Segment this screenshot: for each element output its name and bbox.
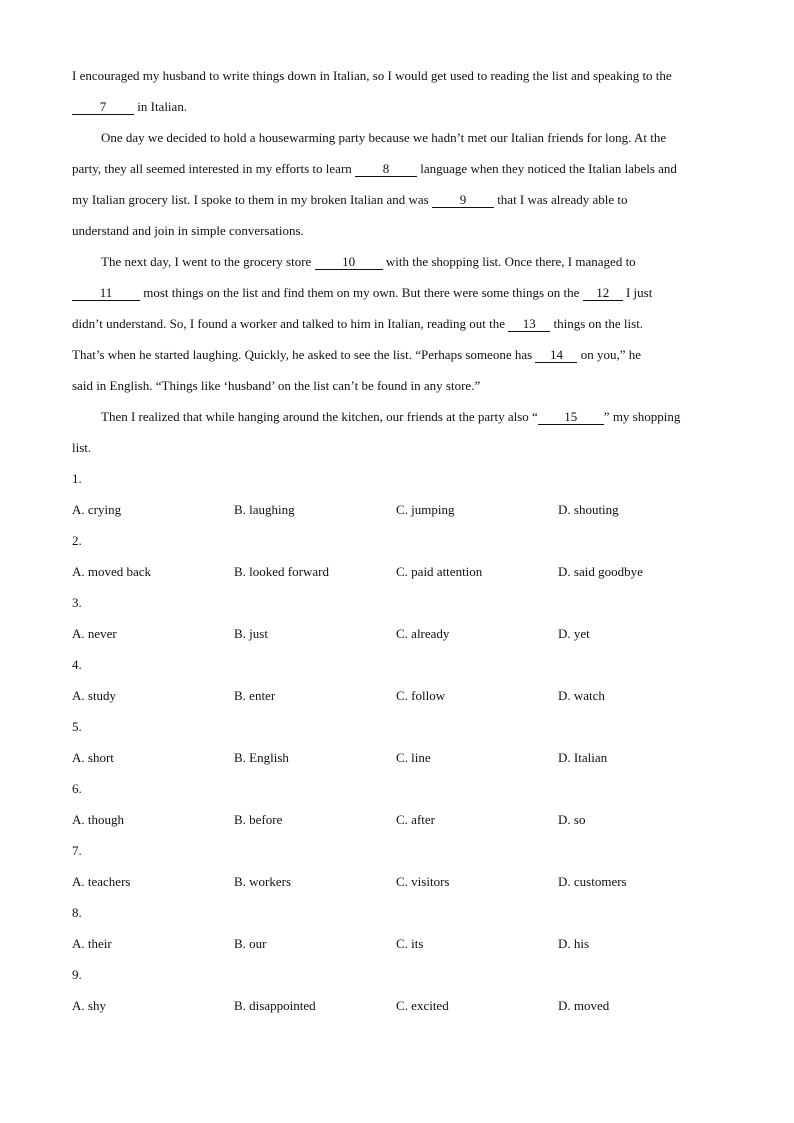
option-c[interactable]: C. after bbox=[396, 812, 435, 827]
blank-15: 15 bbox=[538, 410, 604, 425]
passage-text: One day we decided to hold a housewarming party because we hadn’t met our Italian friends for long. At the bbox=[101, 130, 667, 145]
question-item bbox=[72, 711, 724, 773]
blank-8: 8 bbox=[355, 162, 417, 177]
passage-text: that I was already able to bbox=[493, 192, 628, 207]
question-number: 4. bbox=[72, 657, 82, 672]
passage-line bbox=[72, 339, 724, 370]
blank-7: 7 bbox=[72, 100, 134, 115]
passage-text: in Italian. bbox=[134, 99, 188, 114]
question-number: 5. bbox=[72, 719, 82, 734]
option-c[interactable]: C. jumping bbox=[396, 502, 455, 517]
option-c[interactable]: C. line bbox=[396, 750, 431, 765]
option-b[interactable]: B. laughing bbox=[234, 502, 295, 517]
passage-line bbox=[72, 277, 724, 308]
option-a[interactable]: A. their bbox=[72, 936, 112, 951]
passage-text: on you,” he bbox=[577, 347, 641, 362]
option-a[interactable]: A. though bbox=[72, 812, 124, 827]
options-row bbox=[72, 804, 724, 835]
passage-text: That’s when he started laughing. Quickly, he asked to see the list. “Perhaps someone has bbox=[72, 347, 536, 362]
option-c[interactable]: C. excited bbox=[396, 998, 449, 1013]
passage-line bbox=[72, 308, 724, 339]
question-number: 9. bbox=[72, 967, 82, 982]
option-d[interactable]: D. yet bbox=[558, 626, 590, 641]
question-item bbox=[72, 835, 724, 897]
passage-line bbox=[72, 91, 724, 122]
options-row bbox=[72, 928, 724, 959]
option-b[interactable]: B. disappointed bbox=[234, 998, 316, 1013]
option-a[interactable]: A. shy bbox=[72, 998, 106, 1013]
blank-14: 14 bbox=[535, 348, 577, 363]
question-item bbox=[72, 649, 724, 711]
blank-10: 10 bbox=[315, 255, 383, 270]
passage-text: The next day, I went to the grocery store bbox=[101, 254, 315, 269]
question-item bbox=[72, 773, 724, 835]
passage-line bbox=[72, 184, 724, 215]
question-item bbox=[72, 463, 724, 525]
question-number: 1. bbox=[72, 471, 82, 486]
passage-line bbox=[72, 370, 724, 401]
question-item bbox=[72, 587, 724, 649]
passage-text: ” my shopping bbox=[603, 409, 681, 424]
option-d[interactable]: D. shouting bbox=[558, 502, 619, 517]
options-row bbox=[72, 866, 724, 897]
option-b[interactable]: B. enter bbox=[234, 688, 276, 703]
options-row bbox=[72, 990, 724, 1021]
option-d[interactable]: D. Italian bbox=[558, 750, 608, 765]
option-c[interactable]: C. follow bbox=[396, 688, 446, 703]
question-list bbox=[72, 463, 724, 1021]
option-c[interactable]: C. already bbox=[396, 626, 450, 641]
option-c[interactable]: C. its bbox=[396, 936, 424, 951]
option-d[interactable]: D. his bbox=[558, 936, 590, 951]
option-b[interactable]: B. just bbox=[234, 626, 268, 641]
options-row bbox=[72, 556, 724, 587]
passage-line bbox=[72, 153, 724, 184]
passage-text: didn’t understand. So, I found a worker and talked to him in Italian, reading out the bbox=[72, 316, 509, 331]
passage-text: party, they all seemed interested in my efforts to learn bbox=[72, 161, 356, 176]
blank-13: 13 bbox=[508, 317, 550, 332]
option-d[interactable]: D. said goodbye bbox=[558, 564, 643, 579]
question-number: 2. bbox=[72, 533, 82, 548]
passage-text: with the shopping list. Once there, I managed to bbox=[382, 254, 636, 269]
option-c[interactable]: C. paid attention bbox=[396, 564, 483, 579]
option-d[interactable]: D. watch bbox=[558, 688, 605, 703]
option-b[interactable]: B. English bbox=[234, 750, 289, 765]
question-item bbox=[72, 525, 724, 587]
options-row bbox=[72, 618, 724, 649]
question-item bbox=[72, 897, 724, 959]
worksheet-page bbox=[72, 60, 724, 1021]
option-a[interactable]: A. short bbox=[72, 750, 114, 765]
blank-12: 12 bbox=[583, 286, 623, 301]
question-number: 8. bbox=[72, 905, 82, 920]
passage-line bbox=[72, 122, 724, 153]
option-d[interactable]: D. so bbox=[558, 812, 586, 827]
passage-text: Then I realized that while hanging around the kitchen, our friends at the party also “ bbox=[101, 409, 538, 424]
blank-11: 11 bbox=[72, 286, 140, 301]
passage-text: my Italian grocery list. I spoke to them in my broken Italian and was bbox=[72, 192, 432, 207]
passage-line bbox=[72, 432, 724, 463]
question-item bbox=[72, 959, 724, 1021]
option-a[interactable]: A. crying bbox=[72, 502, 122, 517]
passage-line bbox=[72, 215, 724, 246]
option-d[interactable]: D. customers bbox=[558, 874, 627, 889]
option-b[interactable]: B. before bbox=[234, 812, 283, 827]
option-b[interactable]: B. looked forward bbox=[234, 564, 329, 579]
question-number: 3. bbox=[72, 595, 82, 610]
option-a[interactable]: A. teachers bbox=[72, 874, 131, 889]
passage-line bbox=[72, 60, 724, 91]
passage-text: said in English. “Things like ‘husband’ on the list can’t be found in any store.” bbox=[72, 378, 481, 393]
passage-line bbox=[72, 246, 724, 277]
passage-text: language when they noticed the Italian labels and bbox=[417, 161, 677, 176]
option-a[interactable]: A. moved back bbox=[72, 564, 152, 579]
option-b[interactable]: B. our bbox=[234, 936, 267, 951]
passage-text: list. bbox=[72, 440, 92, 455]
passage bbox=[72, 60, 724, 463]
option-d[interactable]: D. moved bbox=[558, 998, 610, 1013]
passage-text: I just bbox=[622, 285, 653, 300]
options-row bbox=[72, 680, 724, 711]
passage-line bbox=[72, 401, 724, 432]
option-c[interactable]: C. visitors bbox=[396, 874, 450, 889]
question-number: 6. bbox=[72, 781, 82, 796]
blank-9: 9 bbox=[432, 193, 494, 208]
passage-text: understand and join in simple conversations. bbox=[72, 223, 304, 238]
passage-text: I encouraged my husband to write things down in Italian, so I would get used to reading the list and speaking to the bbox=[72, 68, 672, 83]
option-a[interactable]: A. never bbox=[72, 626, 117, 641]
option-a[interactable]: A. study bbox=[72, 688, 117, 703]
question-number: 7. bbox=[72, 843, 82, 858]
option-b[interactable]: B. workers bbox=[234, 874, 292, 889]
passage-text: most things on the list and find them on my own. But there were some things on the bbox=[140, 285, 583, 300]
passage-text: things on the list. bbox=[550, 316, 644, 331]
options-row bbox=[72, 742, 724, 773]
options-row bbox=[72, 494, 724, 525]
